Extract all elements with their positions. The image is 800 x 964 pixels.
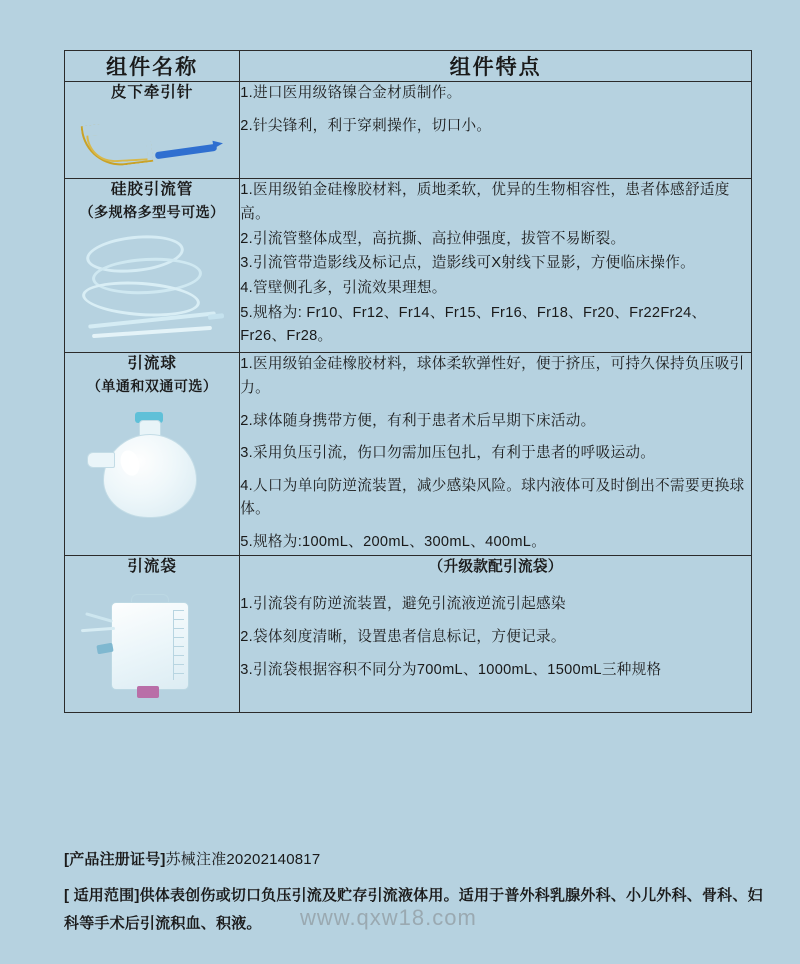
table-row <box>65 353 752 555</box>
component-name-label: 皮下牵引针 <box>110 84 194 101</box>
feature-item: 2.针尖锋利，利于穿刺操作，切口小。 <box>240 117 492 134</box>
component-name-sublabel: （多规格多型号可选） <box>79 203 225 220</box>
upgrade-note: （升级款配引流袋） <box>428 558 563 575</box>
component-name-sublabel: （单通和双通可选） <box>86 377 218 394</box>
feature-item: 2.引流管整体成型，高抗撕、高拉伸强度，拔管不易断裂。 <box>240 230 626 247</box>
component-name-label: 引流球 <box>127 355 177 373</box>
feature-item: 5.规格为: Fr10、Fr12、Fr14、Fr15、Fr16、Fr18、Fr20、Fr22Fr24、Fr26、Fr28。 <box>240 304 707 345</box>
header-component-name: 组件名称 <box>65 51 240 82</box>
component-name-label: 硅胶引流管 <box>110 181 194 199</box>
feature-item: 2.袋体刻度清晰，设置患者信息标记，方便记录。 <box>240 629 566 645</box>
watermark-text: www.qxw18.com <box>300 905 477 930</box>
component-name-cell <box>65 353 240 555</box>
subcutaneous-traction-needle-image <box>77 114 227 176</box>
feature-item: 3.引流袋根据容积不同分为700mL、1000mL、1500mL三种规格 <box>240 661 662 678</box>
component-name-cell <box>65 555 240 712</box>
feature-item: 3.引流管带造影线及标记点，造影线可X射线下显影，方便临床操作。 <box>240 255 695 272</box>
registration-value: 苏械注准20202140817 <box>165 851 321 868</box>
feature-item: 3.采用负压引流，伤口勿需加压包扎，有利于患者的呼吸运动。 <box>240 445 656 462</box>
component-features-cell <box>240 179 752 353</box>
component-name-label: 引流袋 <box>127 557 177 575</box>
feature-item: 1.引流袋有防逆流装置，避免引流液逆流引起感染 <box>240 596 566 613</box>
scope-value: 供体表创伤或切口负压引流及贮存引流液体用。适用于普外科乳腺外科、小儿外科、骨科、妇科等手术后引流积血、积液。 <box>64 886 763 932</box>
component-name-cell <box>65 82 240 179</box>
table-header-row <box>65 51 752 82</box>
feature-item: 5.规格为:100mL、200mL、300mL、400mL。 <box>240 534 547 551</box>
component-features-cell <box>240 82 752 179</box>
registration-line <box>64 846 764 874</box>
table-row <box>65 179 752 353</box>
feature-item: 2.球体随身携带方便，有利于患者术后早期下床活动。 <box>240 412 596 429</box>
drainage-bulb-image <box>77 406 227 524</box>
registration-label: [产品注册证号] <box>64 851 166 868</box>
feature-item: 1.医用级铂金硅橡胶材料，球体柔软弹性好，便于挤压，可持久保持负压吸引力。 <box>240 356 745 396</box>
component-features-cell <box>240 353 752 555</box>
feature-item: 1.进口医用级铬镍合金材质制作。 <box>240 85 462 101</box>
drainage-bag-image <box>77 588 227 710</box>
feature-item: 4.管壁侧孔多，引流效果理想。 <box>240 280 447 297</box>
feature-item: 1.医用级铂金硅橡胶材料，质地柔软，优异的生物相容性，患者体感舒适度高。 <box>240 182 730 223</box>
header-component-features: 组件特点 <box>240 51 752 82</box>
silicone-drainage-tube-image <box>72 232 232 350</box>
component-spec-table <box>64 50 752 713</box>
feature-item: 4.人口为单向防逆流装置，减少感染风险。球内液体可及时倒出不需要更换球体。 <box>240 477 745 518</box>
scope-label: [ 适用范围] <box>64 886 140 904</box>
component-name-cell <box>65 179 240 353</box>
table-row <box>65 82 752 179</box>
table-row <box>65 555 752 712</box>
component-features-cell <box>240 555 752 712</box>
